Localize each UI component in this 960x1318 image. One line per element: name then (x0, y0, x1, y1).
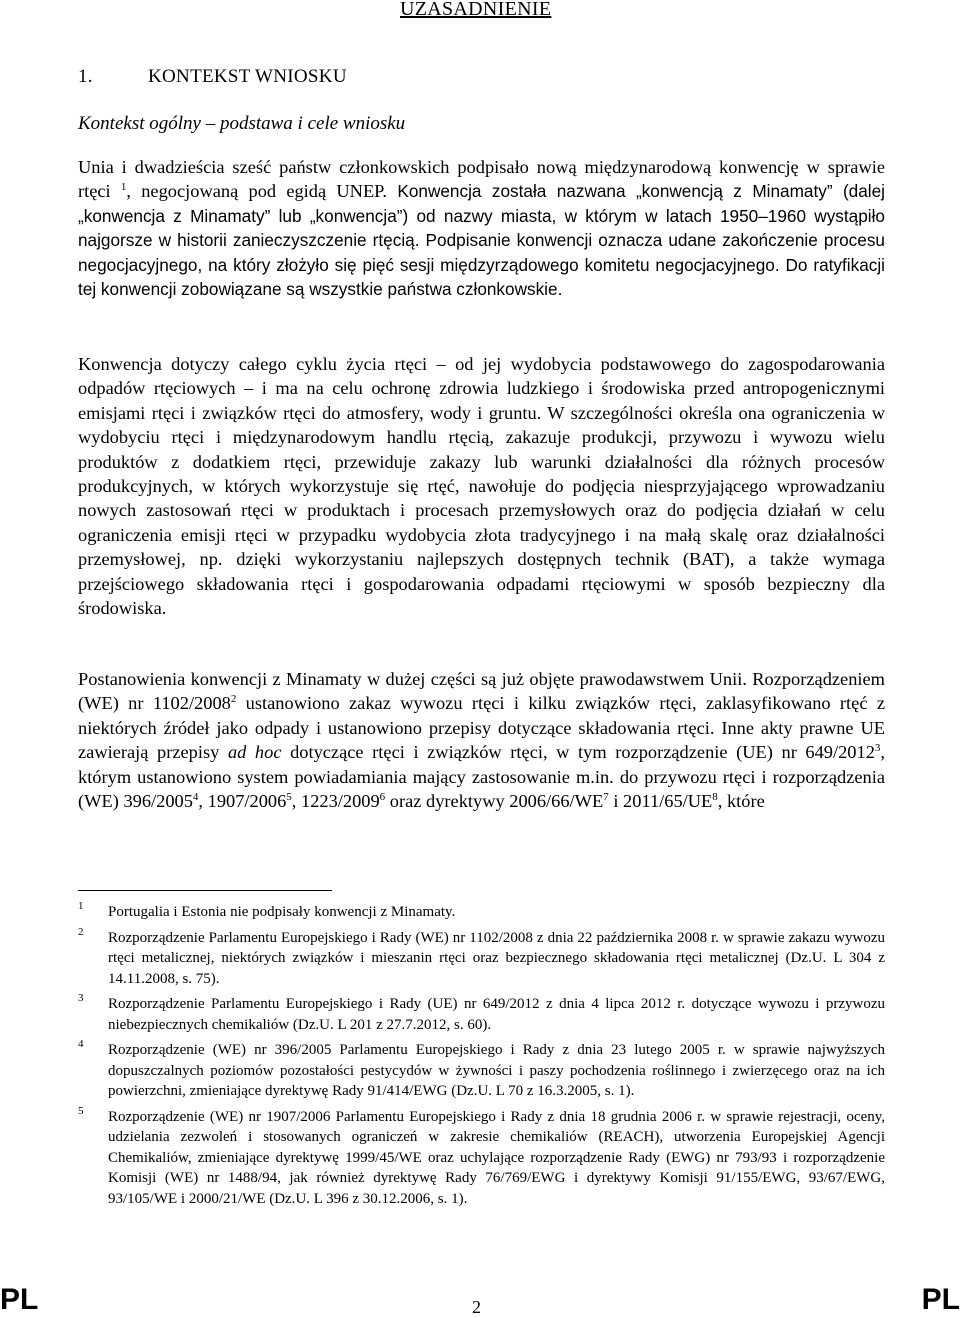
section-heading (78, 66, 347, 88)
paragraph-1 (78, 155, 885, 301)
footnote (78, 1040, 885, 1102)
footnote-number: 1 (78, 900, 84, 912)
footnote-ref-2[interactable]: 2 (230, 693, 237, 706)
language-code-right: PL (921, 1283, 960, 1316)
page-number: 2 (472, 1297, 481, 1317)
footnote (78, 902, 885, 923)
italic-text: ad hoc (227, 742, 282, 763)
footnote-ref-3[interactable]: 3 (874, 742, 881, 755)
paragraph-text: Konwencja dotyczy całego cyklu życia rtęci – od jej wydobycia podstawowego do zagospodarowania odpadów rtęciowych – i ma na celu ochronę zdrowia ludzkiego i środowiska przed antropogenicznymi emisjami rtęci i związków rtęci do atmosfery, wody i gruntu. (78, 354, 885, 423)
footnote-ref-1[interactable]: 1 (120, 181, 127, 194)
footnote (78, 925, 885, 990)
paragraph-text: Unia i dwadzieścia sześć państw członkowskich podpisało nową międzynarodową konwencję w sprawie rtęci (78, 157, 885, 202)
paragraph-text: , negocjowaną pod egidą UNEP. (126, 181, 387, 202)
paragraph-text: , 1223/2009 (291, 791, 380, 812)
page-title: UZASADNIENIE (400, 0, 552, 20)
footnote-ref-5[interactable]: 5 (286, 790, 292, 803)
section-number: 1. (78, 66, 93, 87)
footnote-ref-7[interactable]: 7 (603, 790, 609, 803)
paragraph-text: Postanowienia konwencji z Minamaty w dużej części są już objęte prawodawstwem Unii. Rozporządzeniem (WE) nr 1102/2008 (78, 669, 885, 714)
footnote-text: Rozporządzenie Parlamentu Europejskiego i Rady (WE) nr 1102/2008 z dnia 22 października 2008 r. w sprawie zakazu wywozu rtęci metalicznej, niektórych związków i mieszanin rtęci oraz bezpiecznego składowania rtęci metalicznej (Dz.U. L 304 z 14.11.2008, s. 75). (108, 929, 885, 987)
footnote (78, 994, 885, 1035)
paragraph-text: , 1907/2006 (198, 791, 287, 812)
paragraph-text: Konwencja została nazwana „konwencją z Minamaty” (dalej „konwencja z Minamaty” lub „konwencja”) od nazwy miasta, w którym w latach 1950–1960 wystąpiło najgorsze w historii zanieczyszczenie rtęcią. Podpisanie konwencji oznacza udane zakończenie procesu negocjacyjnego, na który złożyło się pięć sesji międzyrządowego komitetu negocjacyjnego. Do ratyfikacji tej konwencji zobowiązane są wszystkie państwa członkowskie. (78, 181, 885, 300)
paragraph-text: ustanowiono zakaz wywozu rtęci i kilku związków rtęci, zaklasyfikowano rtęć z niektórych źródeł jako odpady i ustanowiono przepisy dotyczące składowania rtęci. Inne akty prawne UE zawierają przepisy (78, 693, 885, 763)
footnotes (78, 902, 885, 1214)
paragraph-3 (78, 667, 885, 813)
section-title: KONTEKST WNIOSKU (148, 66, 347, 87)
footnote-ref-6[interactable]: 6 (379, 790, 386, 803)
footnote-text: Rozporządzenie (WE) nr 1907/2006 Parlamentu Europejskiego i Rady z dnia 18 grudnia 2006 r. w sprawie rejestracji, oceny, udzielania zezwoleń i stosowanych ograniczeń w zakresie chemikaliów (REACH), utworzenia Europejskiej Agencji Chemikaliów, zmieniające dyrektywę 1999/45/WE oraz uchylające rozporządzenie Rady (EWG) nr 793/93 i rozporządzenie Komisji (WE) nr 1488/94, jak również dyrektywę Rady 76/769/EWG i dyrektywy Komisji 91/155/EWG, 93/67/EWG, 93/105/WE i 2000/21/WE (Dz.U. L 396 z 30.12.2006, s. 1). (108, 1108, 885, 1207)
paragraph-2 (78, 352, 885, 620)
footnote-text: Rozporządzenie Parlamentu Europejskiego i Rady (UE) nr 649/2012 z dnia 4 lipca 2012 r. dotyczące wywozu i przywozu niebezpiecznych chemikaliów (Dz.U. L 201 z 27.7.2012, s. 60). (108, 996, 885, 1033)
page-footer (0, 1283, 960, 1317)
footnote-separator (78, 890, 332, 891)
paragraph-text: oraz dyrektywy 2006/66/WE (385, 791, 604, 812)
footnote-number: 2 (78, 925, 84, 938)
paragraph-text: dotyczące rtęci i związków rtęci, w tym rozporządzenie (UE) nr 649/2012 (281, 742, 875, 763)
footnote-ref-4[interactable]: 4 (192, 790, 199, 803)
footnote-text: Portugalia i Estonia nie podpisały konwencji z Minamaty. (108, 904, 456, 920)
paragraph-text: i 2011/65/UE (608, 791, 713, 812)
footnote (78, 1104, 885, 1210)
paragraph-text: , które (717, 791, 765, 812)
footnote-number: 5 (78, 1104, 84, 1117)
footnote-number: 3 (78, 992, 84, 1004)
language-code-left: PL (0, 1283, 39, 1316)
paragraph-text: , którym ustanowiono system powiadamiania mający zastosowanie m.in. do przywozu rtęci i rozporządzenia (WE) 396/2005 (78, 742, 885, 812)
footnote-ref-8[interactable]: 8 (712, 790, 718, 803)
paragraph-text: W szczególności określa ona ograniczenia w wydobyciu rtęci i międzynarodowym handlu rtęcią, zakazuje produkcji, przywozu i wywozu wielu produktów z dodatkiem rtęci, przewiduje zakazy lub warunki działalności dla różnych procesów produkcyjnych, w których wykorzystuje się rtęć, nawołuje do podjęcia niesprzyjającego wprowadzaniu nowych zastosowań rtęci w produktach i procesach przemysłowych oraz do podjęcia działań w celu ograniczenia emisji rtęci w przypadku wydobycia złota tradycyjnego i na małą skalę oraz działalności przemysłowej, np. dzięki wykorzystaniu najlepszych dostępnych technik (BAT), a także wymaga przejściowego składowania rtęci i gospodarowania odpadami rtęciowymi w sposób bezpieczny dla środowiska. (78, 402, 885, 619)
footnote-number: 4 (78, 1038, 84, 1050)
subheading: Kontekst ogólny – podstawa i cele wniosku (78, 113, 406, 134)
footnote-text: Rozporządzenie (WE) nr 396/2005 Parlamentu Europejskiego i Rady z dnia 23 lutego 2005 r. w sprawie najwyższych dopuszczalnych poziomów pozostałości pestycydów w żywności i paszy pochodzenia roślinnego i zwierzęcego oraz na ich powierzchni, zmieniające dyrektywę Rady 91/414/EWG (Dz.U. L 70 z 16.3.2005, s. 1). (108, 1042, 885, 1099)
